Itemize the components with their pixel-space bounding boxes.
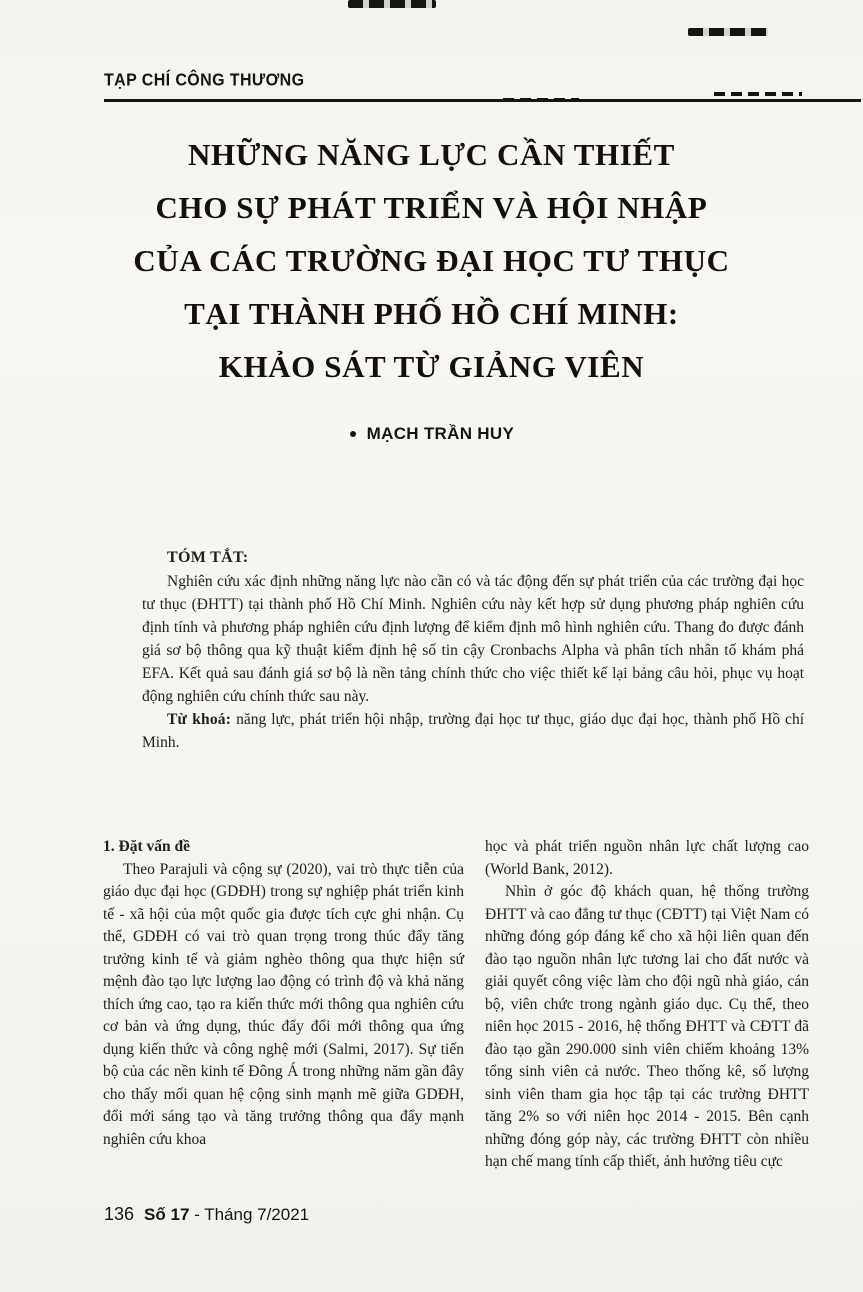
scan-artifact-top-center bbox=[348, 0, 436, 8]
journal-header: TẠP CHÍ CÔNG THƯƠNG bbox=[104, 71, 305, 90]
column1-paragraph-1: Theo Parajuli và cộng sự (2020), vai trò thực tiễn của giáo dục đại học (GDĐH) trong sự nghiệp phát triển kinh tế - xã hội của một quốc gia được tích cực ghi nhận. Cụ thể, GDĐH có vai trò quan trọng trong thúc đẩy tăng trưởng kinh tế và giảm nghèo thông qua thực hiện sứ mệnh đào tạo lực lượng lao động có trình độ và khả năng thích ứng cao, tạo ra kiến thức mới thông qua nghiên cứu cơ bản và ứng dụng, thúc đẩy đổi mới thông qua ứng dụng kiến thức và công nghệ mới (Salmi, 2017). Sự tiến bộ của các nền kinh tế Đông Á trong những năm gần đây cho thấy mối quan hệ cộng sinh mạnh mẽ giữa GDĐH, đổi mới sáng tạo và tăng trưởng thông qua đẩy mạnh nghiên cứu khoa bbox=[103, 860, 464, 1148]
abstract-paragraph bbox=[142, 570, 804, 708]
column2-paragraph-2: Nhìn ở góc độ khách quan, hệ thống trường ĐHTT và cao đẳng tư thục (CĐTT) tại Việt Nam có những đóng góp đáng kể cho xã hội liên quan đến đào tạo nguồn nhân lực tương lai cho đất nước và giải quyết công việc làm cho đội ngũ nhà giáo, cán bộ, viên chức trong ngành giáo dục. Cụ thể, theo niên học 2015 - 2016, hệ thống ĐHTT và CĐTT đã đào tạo gần 290.000 sinh viên chiếm khoảng 13% tổng sinh viên cả nước. Theo thống kê, số lượng sinh viên tham gia học tập tại các trường ĐHTT tăng 2% so với niên học 2014 - 2015. Bên cạnh những đóng góp này, các trường ĐHTT còn nhiều hạn chế mang tính cấp thiết, ảnh hưởng tiêu cực bbox=[485, 883, 809, 1170]
keywords-paragraph bbox=[142, 708, 804, 754]
abstract-section bbox=[142, 546, 804, 754]
body-columns bbox=[103, 836, 809, 1174]
title-line-4: TẠI THÀNH PHỐ HỒ CHÍ MINH: bbox=[184, 296, 679, 331]
column-right bbox=[485, 836, 809, 1174]
title-line-3: CỦA CÁC TRƯỜNG ĐẠI HỌC TƯ THỤC bbox=[133, 243, 730, 278]
keywords-label: Từ khoá: bbox=[167, 711, 232, 728]
section-heading: 1. Đặt vấn đề bbox=[103, 838, 190, 855]
keywords-text: năng lực, phát triển hội nhập, trường đại học tư thục, giáo dục đại học, thành phố Hồ chí Minh. bbox=[142, 711, 804, 751]
page-footer bbox=[104, 1204, 309, 1225]
footer-issue: Số 17 bbox=[144, 1205, 190, 1224]
title-line-2: CHO SỰ PHÁT TRIỂN VÀ HỘI NHẬP bbox=[155, 190, 708, 225]
header-dashed-rule-right bbox=[714, 92, 802, 96]
title-line-5: KHẢO SÁT TỪ GIẢNG VIÊN bbox=[218, 349, 645, 384]
author-bullet-icon: ● bbox=[348, 425, 358, 441]
footer-date: - Tháng 7/2021 bbox=[189, 1205, 310, 1224]
header-rule bbox=[104, 99, 861, 102]
paper-title bbox=[0, 128, 863, 393]
header-dashed-rule-center bbox=[503, 98, 579, 102]
page-number: 136 bbox=[104, 1204, 135, 1224]
abstract-text: Nghiên cứu xác định những năng lực nào cần có và tác động đến sự phát triển của các trường đại học tư thục (ĐHTT) tại thành phố Hồ Chí Minh. Nghiên cứu này kết hợp sử dụng phương pháp nghiên cứu định tính và phương pháp nghiên cứu định lượng để kiểm định mô hình nghiên cứu. Thang đo được đánh giá sơ bộ thông qua kỹ thuật kiểm định hệ số tin cậy Cronbachs Alpha và phân tích nhân tố khám phá EFA. Kết quả sau đánh giá sơ bộ là nền tảng chính thức cho việc thiết kế lại bảng câu hỏi, phục vụ hoạt động nghiên cứu chính thức sau này. bbox=[142, 573, 804, 705]
column-left bbox=[103, 836, 464, 1174]
column2-paragraph-1: học và phát triển nguồn nhân lực chất lượng cao (World Bank, 2012). bbox=[485, 838, 809, 878]
author-name: MẠCH TRẦN HUY bbox=[366, 424, 515, 443]
scan-artifact-top-right bbox=[688, 28, 768, 36]
abstract-heading: TÓM TẮT: bbox=[167, 549, 249, 566]
title-line-1: NHỮNG NĂNG LỰC CẦN THIẾT bbox=[188, 137, 675, 172]
author-line bbox=[0, 424, 863, 444]
